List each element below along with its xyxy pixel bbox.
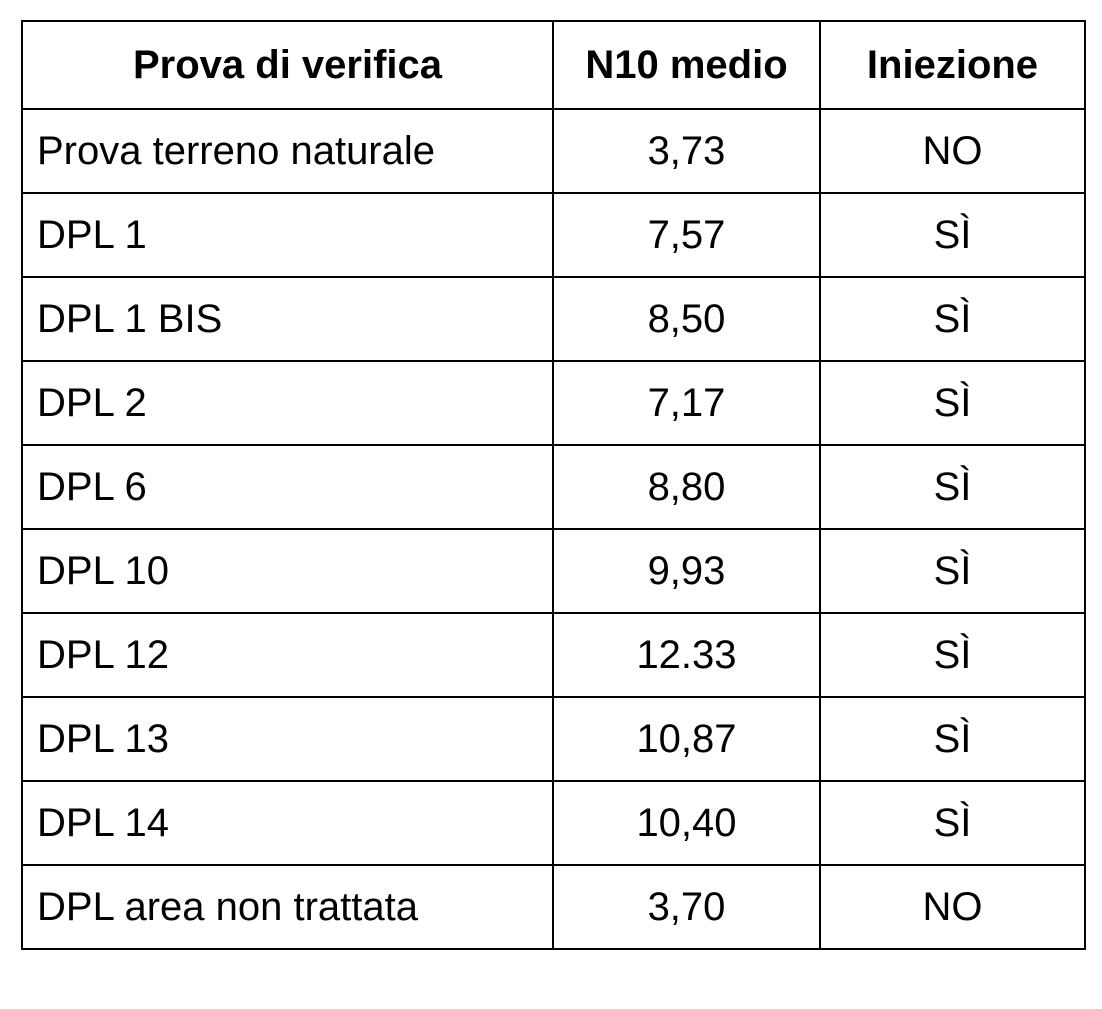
table-row <box>22 529 1085 613</box>
cell-iniezione: SÌ <box>820 445 1085 529</box>
cell-prova: DPL 1 BIS <box>22 277 553 361</box>
cell-prova: DPL 2 <box>22 361 553 445</box>
table-row <box>22 613 1085 697</box>
cell-n10: 8,80 <box>553 445 820 529</box>
table-body <box>22 109 1085 949</box>
table-row <box>22 697 1085 781</box>
header-n10: N10 medio <box>553 21 820 109</box>
table-row <box>22 781 1085 865</box>
cell-iniezione: NO <box>820 109 1085 193</box>
cell-iniezione: NO <box>820 865 1085 949</box>
table-row <box>22 109 1085 193</box>
table-row <box>22 361 1085 445</box>
cell-prova: DPL 1 <box>22 193 553 277</box>
cell-n10: 3,73 <box>553 109 820 193</box>
cell-n10: 7,17 <box>553 361 820 445</box>
cell-iniezione: SÌ <box>820 529 1085 613</box>
cell-prova: DPL area non trattata <box>22 865 553 949</box>
cell-n10: 7,57 <box>553 193 820 277</box>
results-table <box>21 20 1086 950</box>
cell-prova: Prova terreno naturale <box>22 109 553 193</box>
cell-iniezione: SÌ <box>820 277 1085 361</box>
cell-iniezione: SÌ <box>820 781 1085 865</box>
cell-n10: 9,93 <box>553 529 820 613</box>
cell-n10: 8,50 <box>553 277 820 361</box>
cell-n10: 3,70 <box>553 865 820 949</box>
table-row <box>22 193 1085 277</box>
cell-iniezione: SÌ <box>820 613 1085 697</box>
cell-n10: 10,87 <box>553 697 820 781</box>
cell-prova: DPL 14 <box>22 781 553 865</box>
table-row <box>22 277 1085 361</box>
table-row <box>22 445 1085 529</box>
header-row <box>22 21 1085 109</box>
cell-iniezione: SÌ <box>820 697 1085 781</box>
cell-iniezione: SÌ <box>820 361 1085 445</box>
cell-iniezione: SÌ <box>820 193 1085 277</box>
header-prova: Prova di verifica <box>22 21 553 109</box>
table-header <box>22 21 1085 109</box>
cell-prova: DPL 12 <box>22 613 553 697</box>
header-iniezione: Iniezione <box>820 21 1085 109</box>
cell-n10: 10,40 <box>553 781 820 865</box>
cell-prova: DPL 6 <box>22 445 553 529</box>
table-row <box>22 865 1085 949</box>
cell-n10: 12.33 <box>553 613 820 697</box>
cell-prova: DPL 13 <box>22 697 553 781</box>
cell-prova: DPL 10 <box>22 529 553 613</box>
